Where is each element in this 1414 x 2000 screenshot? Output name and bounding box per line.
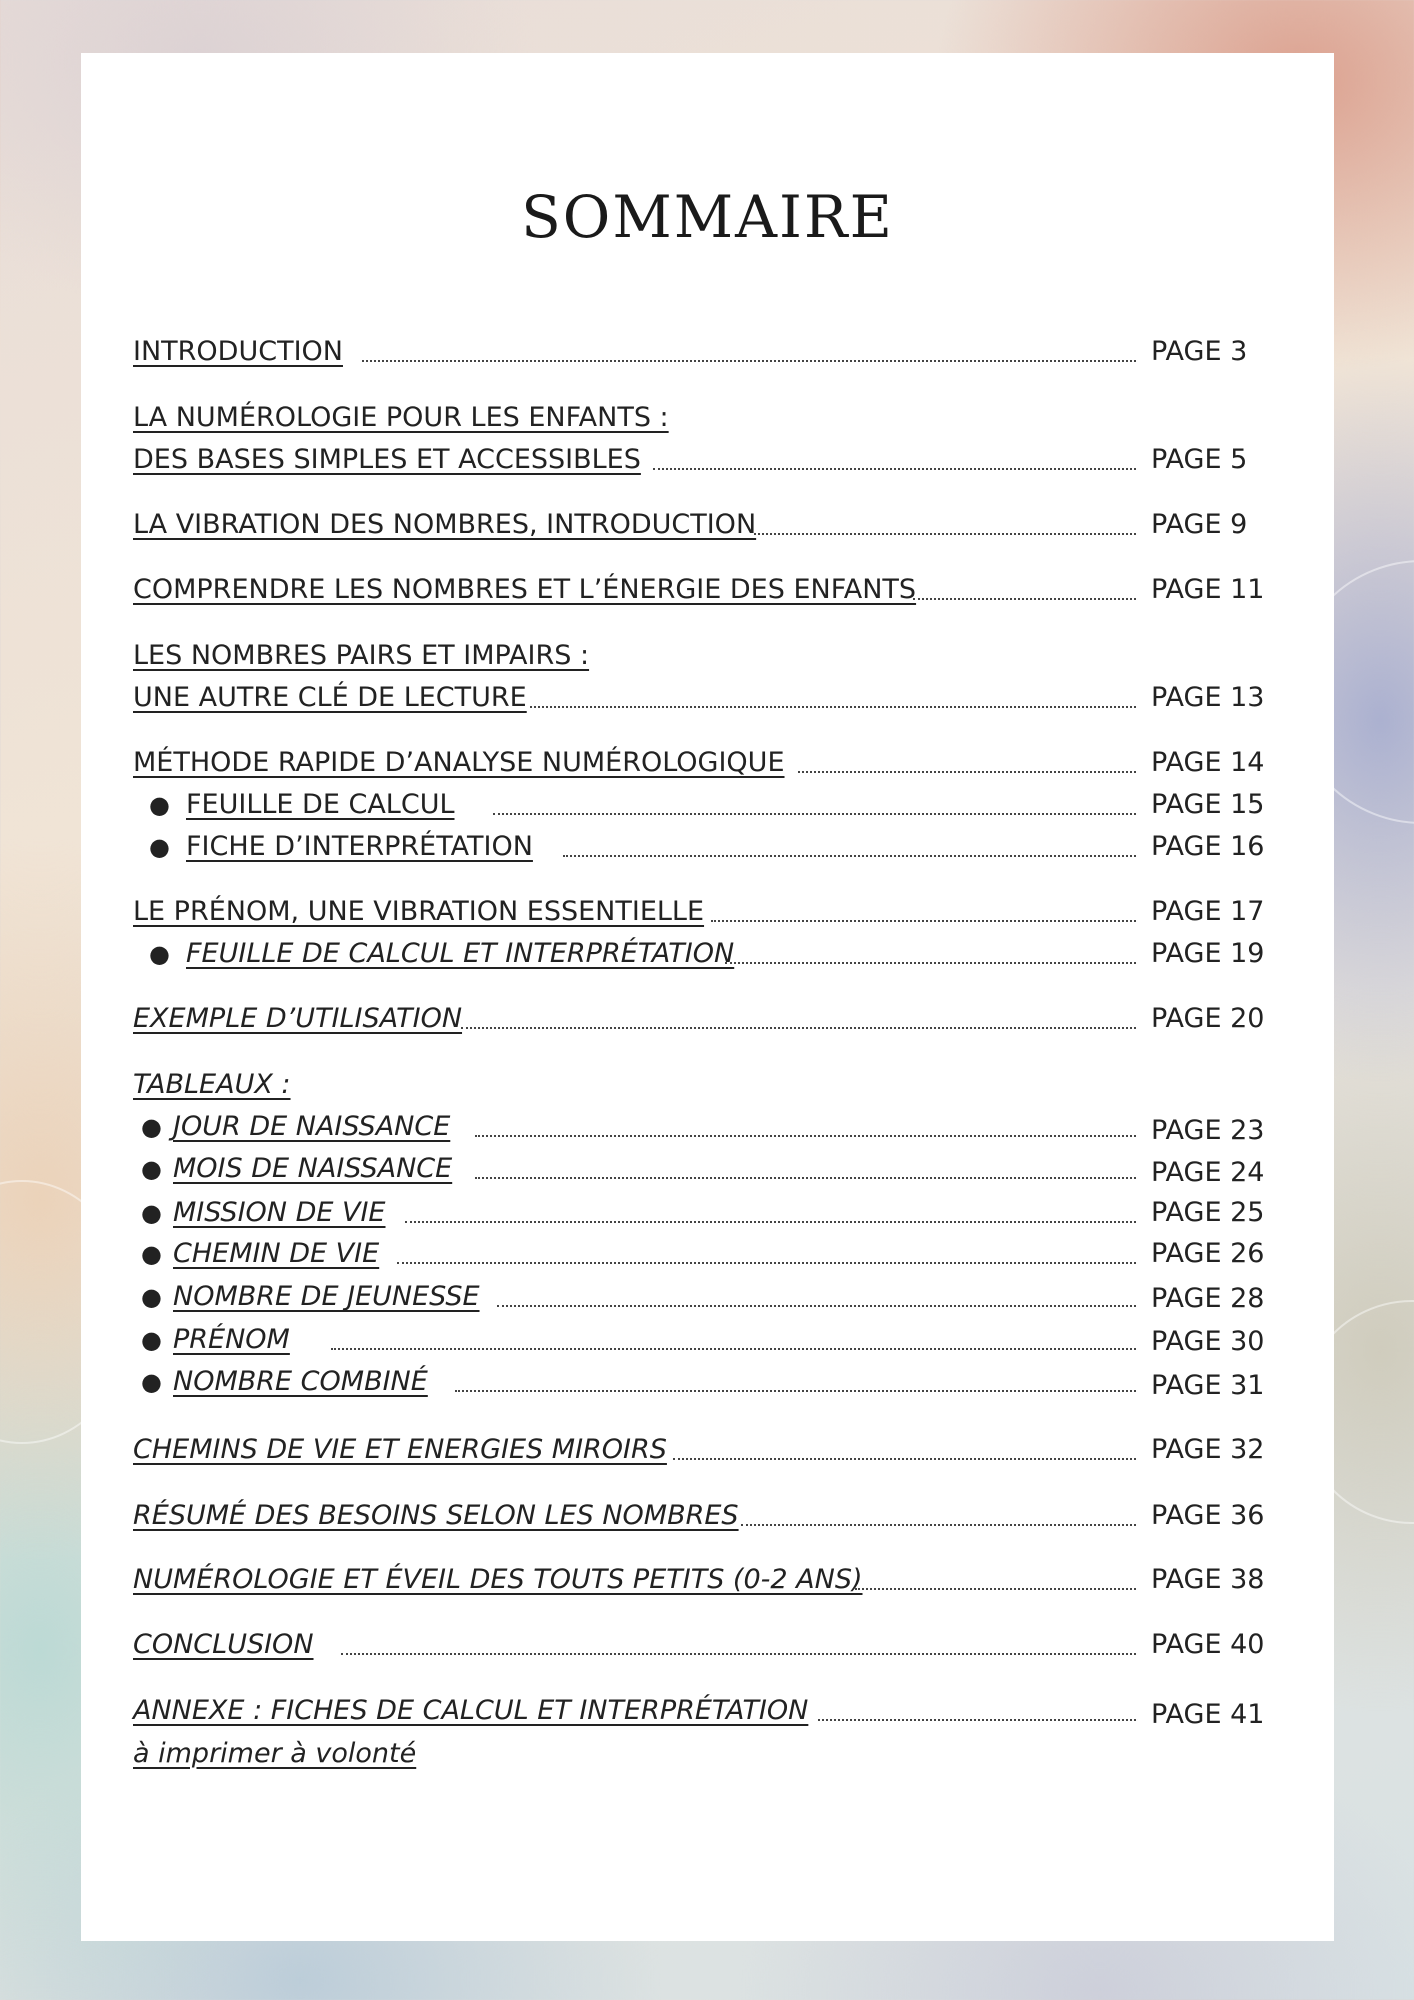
toc-entry-label[interactable]: INTRODUCTION: [133, 336, 343, 367]
toc-dot-leader: [362, 360, 1136, 362]
toc-entry[interactable]: [133, 1320, 1273, 1360]
toc-entry[interactable]: [133, 398, 1273, 438]
toc-page-number: PAGE 13: [1151, 682, 1265, 713]
toc-dot-leader: [754, 533, 1136, 535]
bullet-icon: ●: [149, 940, 170, 968]
page-title: SOMMAIRE: [521, 183, 894, 251]
toc-page-number: PAGE 28: [1151, 1283, 1265, 1314]
toc-entry[interactable]: [133, 1362, 1273, 1402]
toc-page-number: PAGE 14: [1151, 747, 1265, 778]
toc-entry-label[interactable]: FEUILLE DE CALCUL: [186, 789, 455, 820]
toc-entry[interactable]: [133, 505, 1273, 545]
bullet-icon: ●: [141, 1199, 162, 1227]
toc-page-number: PAGE 16: [1151, 831, 1265, 862]
toc-entry-label[interactable]: NOMBRE DE JEUNESSE: [173, 1281, 480, 1312]
toc-entry[interactable]: [133, 892, 1273, 932]
toc-page-number: PAGE 11: [1151, 574, 1265, 605]
toc-entry-label[interactable]: CHEMINS DE VIE ET ENERGIES MIROIRS: [133, 1434, 667, 1465]
toc-page-number: PAGE 24: [1151, 1157, 1265, 1188]
toc-entry-label[interactable]: MÉTHODE RAPIDE D’ANALYSE NUMÉROLOGIQUE: [133, 747, 785, 778]
toc-entry[interactable]: [133, 1193, 1273, 1233]
bullet-icon: ●: [149, 791, 170, 819]
toc-entry[interactable]: [133, 332, 1273, 372]
toc-entry-label[interactable]: FICHE D’INTERPRÉTATION: [186, 831, 533, 862]
toc-entry-label[interactable]: MOIS DE NAISSANCE: [173, 1153, 453, 1184]
toc-page-number: PAGE 32: [1151, 1434, 1265, 1465]
toc-dot-leader: [653, 468, 1136, 470]
toc-page-number: PAGE 5: [1151, 444, 1248, 475]
toc-page-number: PAGE 23: [1151, 1115, 1265, 1146]
toc-entry-note: [133, 1734, 1273, 1774]
toc-entry[interactable]: [133, 440, 1273, 480]
toc-dot-leader: [741, 1524, 1136, 1526]
toc-entry-label[interactable]: LA NUMÉROLOGIE POUR LES ENFANTS :: [133, 402, 669, 433]
toc-dot-leader: [798, 771, 1136, 773]
toc-page-number: PAGE 26: [1151, 1238, 1265, 1269]
toc-entry-label[interactable]: LE PRÉNOM, UNE VIBRATION ESSENTIELLE: [133, 896, 705, 927]
toc-entry[interactable]: [133, 636, 1273, 676]
toc-dot-leader: [497, 1305, 1136, 1307]
toc-dot-leader: [405, 1221, 1136, 1223]
toc-page-number: PAGE 20: [1151, 1003, 1265, 1034]
toc-entry[interactable]: [133, 1149, 1273, 1189]
toc-entry[interactable]: [133, 1430, 1273, 1470]
bullet-icon: ●: [141, 1326, 162, 1354]
bullet-icon: ●: [141, 1368, 162, 1396]
toc-entry-label[interactable]: FEUILLE DE CALCUL ET INTERPRÉTATION: [186, 938, 735, 969]
toc-entry-label[interactable]: PRÉNOM: [173, 1324, 290, 1355]
toc-entry[interactable]: [133, 1496, 1273, 1536]
bullet-icon: ●: [149, 833, 170, 861]
toc-entry-label[interactable]: NUMÉROLOGIE ET ÉVEIL DES TOUTS PETITS (0-2 ANS): [133, 1564, 863, 1595]
toc-entry-label[interactable]: EXEMPLE D’UTILISATION: [133, 1003, 463, 1034]
toc-entry-label[interactable]: NOMBRE COMBINÉ: [173, 1366, 428, 1397]
toc-entry[interactable]: [133, 827, 1273, 867]
toc-entry[interactable]: [133, 743, 1273, 783]
toc-entry-label[interactable]: MISSION DE VIE: [173, 1197, 386, 1228]
toc-entry-label[interactable]: TABLEAUX :: [133, 1069, 291, 1100]
toc-dot-leader: [855, 1588, 1136, 1590]
toc-entry-label[interactable]: LES NOMBRES PAIRS ET IMPAIRS :: [133, 640, 590, 671]
toc-page-number: PAGE 19: [1151, 938, 1265, 969]
toc-page-number: PAGE 30: [1151, 1326, 1265, 1357]
toc-dot-leader: [725, 962, 1136, 964]
toc-dot-leader: [475, 1177, 1136, 1179]
toc-dot-leader: [673, 1458, 1136, 1460]
bullet-icon: ●: [141, 1155, 162, 1183]
toc-entry-label[interactable]: CHEMIN DE VIE: [173, 1238, 380, 1269]
toc-page-number: PAGE 17: [1151, 896, 1265, 927]
toc-dot-leader: [818, 1719, 1136, 1721]
toc-entry[interactable]: [133, 999, 1273, 1039]
toc-entry-label[interactable]: COMPRENDRE LES NOMBRES ET L’ÉNERGIE DES ENFANTS: [133, 574, 917, 605]
toc-dot-leader: [913, 598, 1136, 600]
toc-entry[interactable]: [133, 1560, 1273, 1600]
toc-entry[interactable]: [133, 1277, 1273, 1317]
bullet-icon: ●: [141, 1283, 162, 1311]
toc-entry-label[interactable]: UNE AUTRE CLÉ DE LECTURE: [133, 682, 527, 713]
toc-entry[interactable]: [133, 1065, 1273, 1105]
toc-dot-leader: [461, 1027, 1136, 1029]
toc-dot-leader: [341, 1653, 1136, 1655]
toc-page-number: PAGE 15: [1151, 789, 1265, 820]
toc-dot-leader: [331, 1348, 1136, 1350]
bullet-icon: ●: [141, 1240, 162, 1268]
toc-entry-label[interactable]: RÉSUMÉ DES BESOINS SELON LES NOMBRES: [133, 1500, 739, 1531]
toc-entry-label[interactable]: LA VIBRATION DES NOMBRES, INTRODUCTION: [133, 509, 757, 540]
toc-dot-leader: [711, 920, 1136, 922]
toc-dot-leader: [563, 855, 1136, 857]
toc-entry-label[interactable]: ANNEXE : FICHES DE CALCUL ET INTERPRÉTATION: [133, 1695, 809, 1726]
toc-dot-leader: [493, 813, 1136, 815]
toc-page-number: PAGE 25: [1151, 1197, 1265, 1228]
toc-entry-label[interactable]: DES BASES SIMPLES ET ACCESSIBLES: [133, 444, 641, 475]
toc-entry[interactable]: [133, 934, 1273, 974]
toc-dot-leader: [455, 1390, 1136, 1392]
toc-page-number: PAGE 36: [1151, 1500, 1265, 1531]
toc-page-number: PAGE 40: [1151, 1629, 1265, 1660]
page-sheet: [81, 53, 1334, 1941]
toc-entry[interactable]: [133, 678, 1273, 718]
toc-entry[interactable]: [133, 785, 1273, 825]
toc-page-number: PAGE 38: [1151, 1564, 1265, 1595]
toc-dot-leader: [397, 1262, 1136, 1264]
toc-note-label: à imprimer à volonté: [133, 1738, 417, 1769]
toc-dot-leader: [530, 706, 1136, 708]
toc-page-number: PAGE 9: [1151, 509, 1248, 540]
toc-entry-label[interactable]: CONCLUSION: [133, 1629, 314, 1660]
toc-entry[interactable]: [133, 570, 1273, 610]
toc-page-number: PAGE 3: [1151, 336, 1248, 367]
toc-entry[interactable]: [133, 1625, 1273, 1665]
toc-dot-leader: [475, 1135, 1136, 1137]
toc-entry[interactable]: [133, 1234, 1273, 1274]
toc-entry-label[interactable]: JOUR DE NAISSANCE: [173, 1111, 451, 1142]
toc-entry[interactable]: [133, 1107, 1273, 1147]
toc-page-number: PAGE 41: [1151, 1699, 1265, 1730]
bullet-icon: ●: [141, 1113, 162, 1141]
toc-entry[interactable]: [133, 1691, 1273, 1731]
toc-page-number: PAGE 31: [1151, 1370, 1265, 1401]
